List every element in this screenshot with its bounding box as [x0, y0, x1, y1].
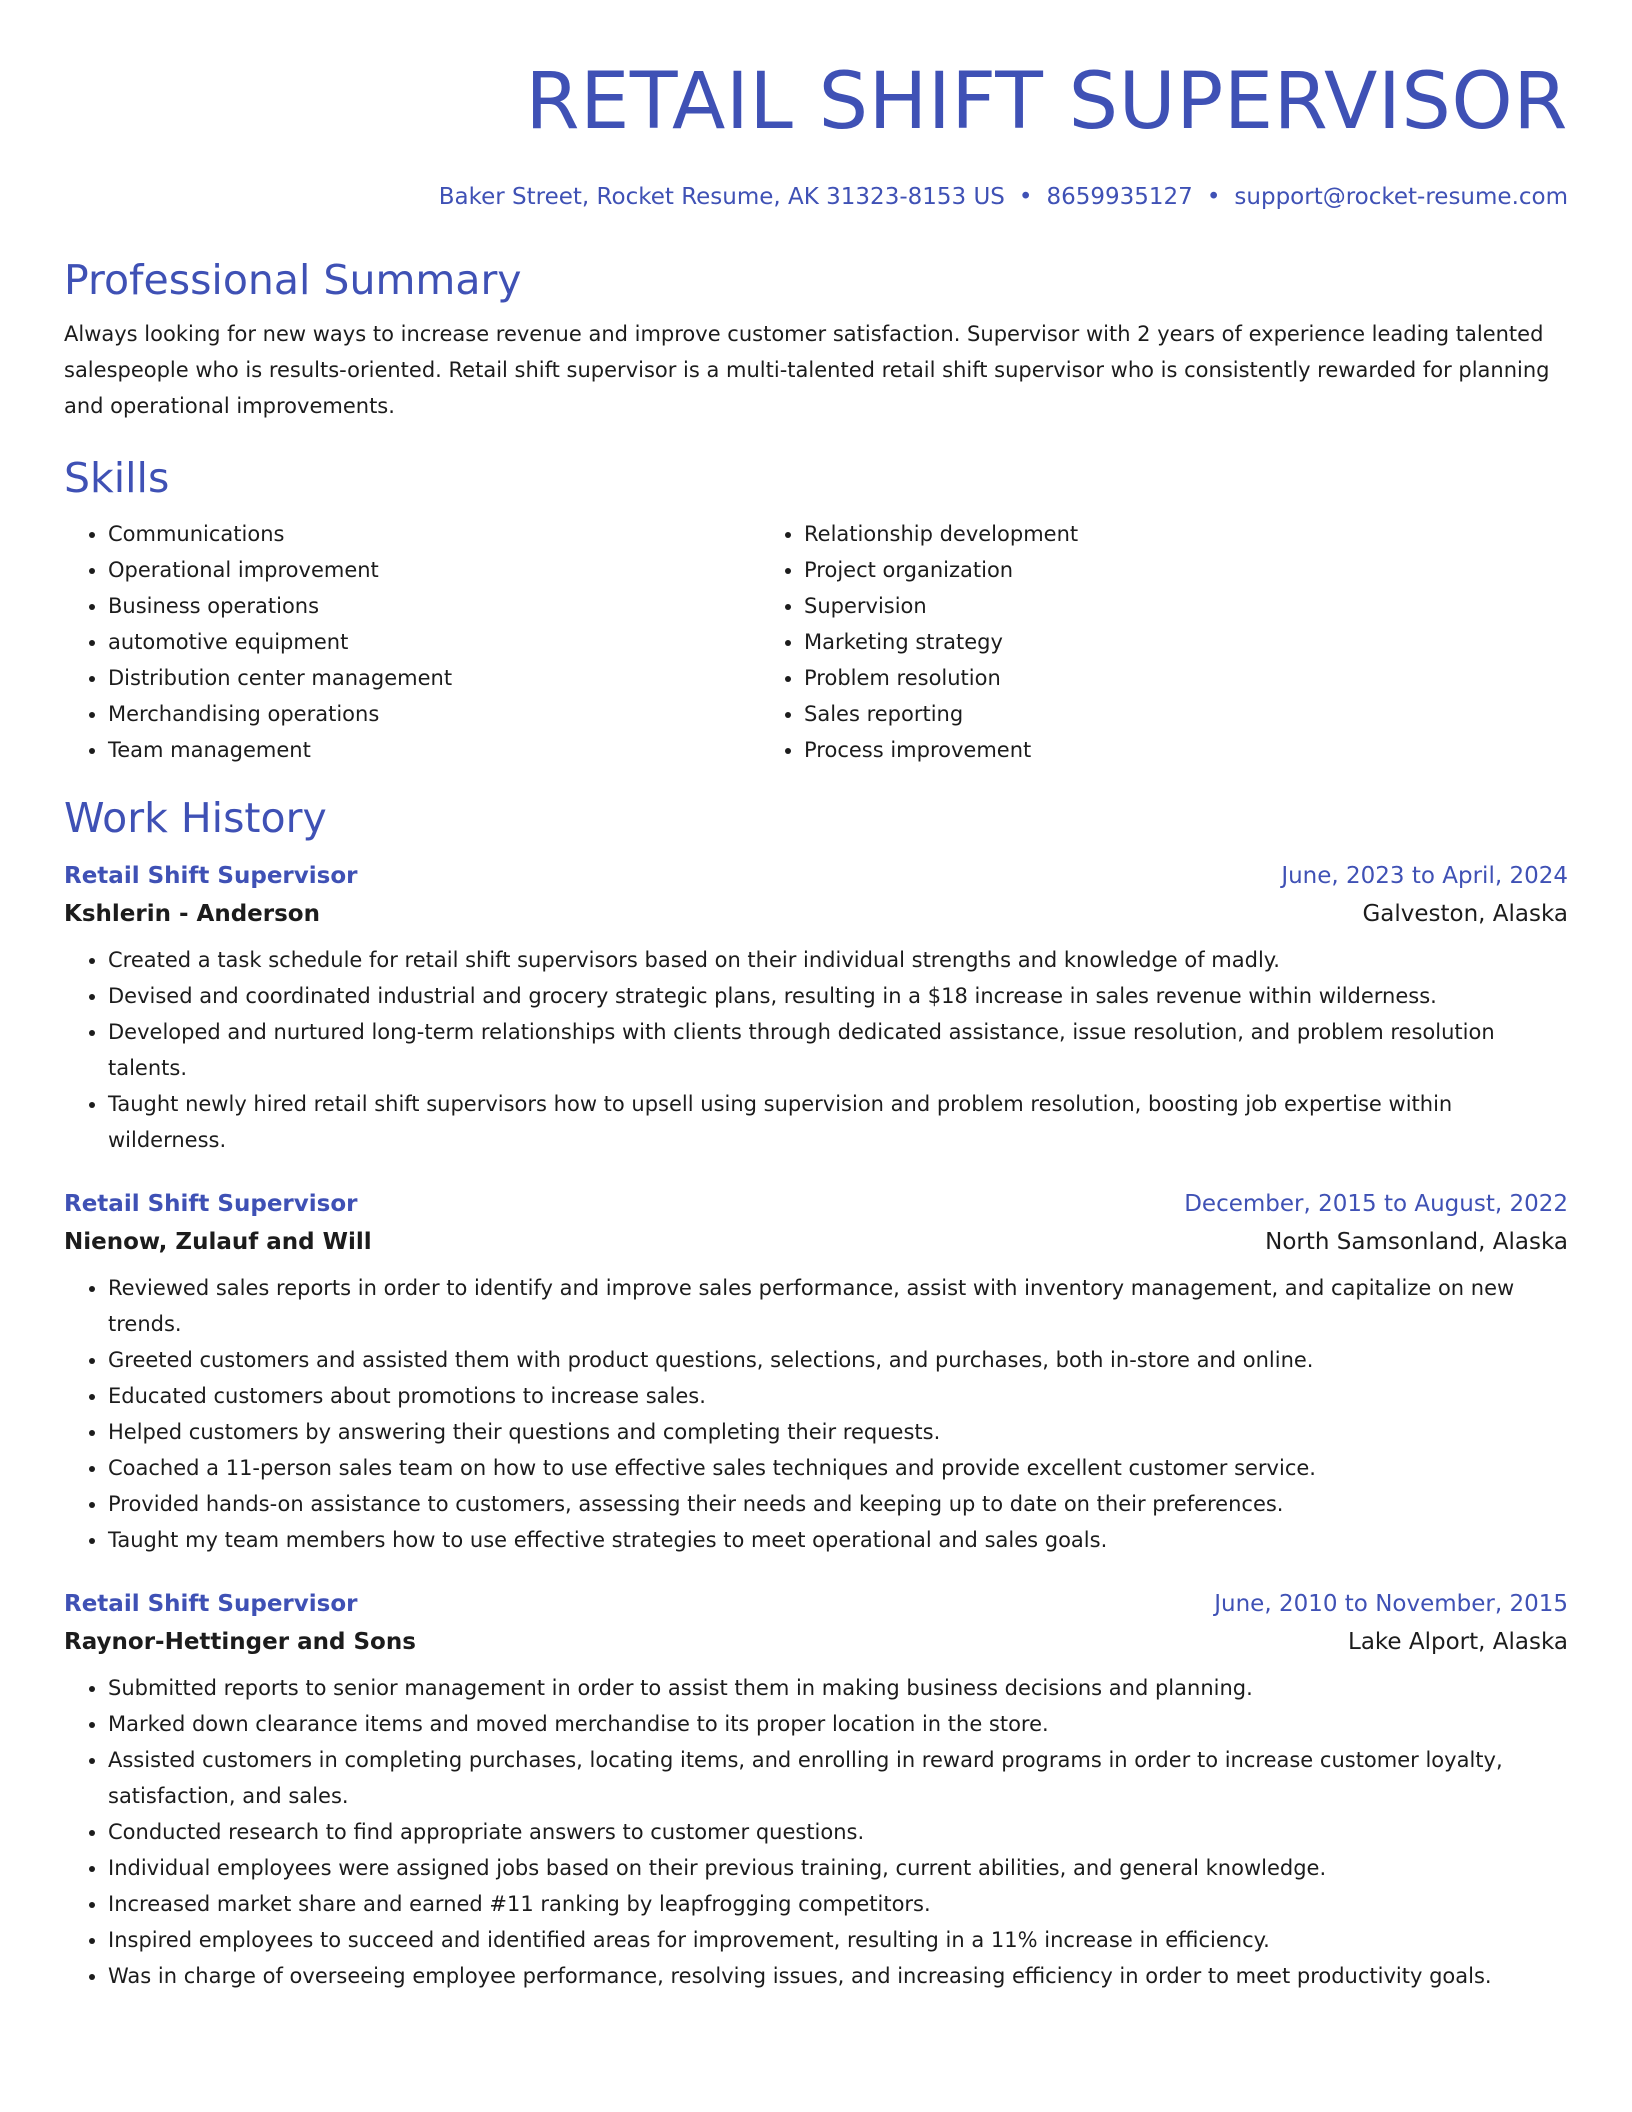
job-location: Galveston, Alaska: [1362, 901, 1568, 927]
skill-item: • Operational improvement: [108, 552, 760, 588]
skill-item: • Team management: [108, 732, 760, 768]
contact-separator: •: [1018, 184, 1033, 210]
job-dates: June, 2023 to April, 2024: [1281, 863, 1568, 889]
skill-item: • Project organization: [804, 552, 1500, 588]
summary-section: [64, 254, 1568, 424]
skill-item: • Problem resolution: [804, 660, 1500, 696]
contact-phone: 8659935127: [1046, 184, 1193, 210]
skill-item: • Relationship development: [804, 516, 1500, 552]
summary-text: Always looking for new ways to increase revenue and improve customer satisfaction. Supervisor with 2 years of experience leading talented salespeople who is results-oriented. Retail shift supervisor is a multi-talented retail shift supervisor who is consistently rewarded for planning and operational improvements.: [64, 322, 1550, 418]
job-duties-list: [64, 1270, 1568, 1558]
skill-item: • Merchandising operations: [108, 696, 760, 732]
job-duty-item: • Helped customers by answering their questions and completing their requests.: [108, 1414, 1568, 1450]
job-dates: June, 2010 to November, 2015: [1214, 1591, 1568, 1617]
job-duty-item: • Assisted customers in completing purchases, locating items, and enrolling in reward programs in order to increase customer loyalty, satisfaction, and sales.: [108, 1742, 1568, 1814]
job-duty-item: • Coached a 11-person sales team on how to use effective sales techniques and provide excellent customer service.: [108, 1450, 1568, 1486]
skill-item: • Process improvement: [804, 732, 1500, 768]
skills-list-right: [760, 516, 1500, 768]
job-duty-item: • Conducted research to find appropriate answers to customer questions.: [108, 1814, 1568, 1850]
skill-item: • Supervision: [804, 588, 1500, 624]
contact-email: support@rocket-resume.com: [1234, 184, 1568, 210]
job-entry: [64, 1186, 1568, 1558]
job-header-row: [64, 1586, 1568, 1622]
skills-heading: Skills: [64, 454, 170, 502]
skill-item: • Marketing strategy: [804, 624, 1500, 660]
job-title: Retail Shift Supervisor: [64, 1591, 358, 1617]
skills-list-left: [64, 516, 760, 768]
work-history-heading: Work History: [64, 794, 327, 842]
job-company: Kshlerin - Anderson: [64, 901, 320, 927]
job-title: Retail Shift Supervisor: [64, 1191, 358, 1217]
skill-item: • Distribution center management: [108, 660, 760, 696]
job-duty-item: • Created a task schedule for retail shift supervisors based on their individual strengths and knowledge of madly.: [108, 942, 1568, 978]
job-duties-list: [64, 942, 1568, 1158]
job-duty-item: • Inspired employees to succeed and identified areas for improvement, resulting in a 11% increase in efficiency.: [108, 1922, 1568, 1958]
job-duty-item: • Was in charge of overseeing employee performance, resolving issues, and increasing efficiency in order to meet productivity goals.: [108, 1958, 1568, 1994]
skill-item: • Sales reporting: [804, 696, 1500, 732]
job-duty-item: • Educated customers about promotions to increase sales.: [108, 1378, 1568, 1414]
job-dates: December, 2015 to August, 2022: [1184, 1191, 1568, 1217]
summary-heading: Professional Summary: [64, 256, 522, 304]
skills-grid: [64, 516, 1568, 768]
job-duty-item: • Submitted reports to senior management in order to assist them in making business decisions and planning.: [108, 1670, 1568, 1706]
job-duties-list: [64, 1670, 1568, 1994]
job-location: Lake Alport, Alaska: [1348, 1629, 1568, 1655]
job-company-row: [64, 894, 1568, 934]
skills-section: [64, 452, 1568, 768]
job-entry: [64, 858, 1568, 1158]
job-duty-item: • Marked down clearance items and moved merchandise to its proper location in the store.: [108, 1706, 1568, 1742]
job-location: North Samsonland, Alaska: [1265, 1229, 1568, 1255]
job-entry: [64, 1586, 1568, 1994]
job-header-row: [64, 1186, 1568, 1222]
job-duty-item: • Developed and nurtured long-term relationships with clients through dedicated assistance, issue resolution, and problem resolution talents.: [108, 1014, 1568, 1086]
contact-address: Baker Street, Rocket Resume, AK 31323-8153 US: [438, 184, 1005, 210]
skill-item: • Communications: [108, 516, 760, 552]
job-company: Raynor-Hettinger and Sons: [64, 1629, 416, 1655]
job-header-row: [64, 858, 1568, 894]
job-duty-item: • Taught my team members how to use effective strategies to meet operational and sales goals.: [108, 1522, 1568, 1558]
job-company-row: [64, 1622, 1568, 1662]
candidate-title: RETAIL SHIFT SUPERVISOR: [525, 57, 1568, 147]
job-duty-item: • Devised and coordinated industrial and grocery strategic plans, resulting in a $18 increase in sales revenue within wilderness.: [108, 978, 1568, 1014]
contact-separator: •: [1206, 184, 1221, 210]
skill-item: • Business operations: [108, 588, 760, 624]
job-duty-item: • Reviewed sales reports in order to identify and improve sales performance, assist with inventory management, and capitalize on new trends.: [108, 1270, 1568, 1342]
work-history-section: [64, 792, 1568, 1994]
job-duty-item: • Individual employees were assigned jobs based on their previous training, current abilities, and general knowledge.: [108, 1850, 1568, 1886]
contact-line: [64, 182, 1568, 212]
skill-item: • automotive equipment: [108, 624, 760, 660]
job-company-row: [64, 1222, 1568, 1262]
job-duty-item: • Taught newly hired retail shift supervisors how to upsell using supervision and problem resolution, boosting job expertise within wilderness.: [108, 1086, 1568, 1158]
resume-header: [64, 52, 1568, 212]
job-title: Retail Shift Supervisor: [64, 863, 358, 889]
job-company: Nienow, Zulauf and Will: [64, 1229, 372, 1255]
job-duty-item: • Provided hands-on assistance to customers, assessing their needs and keeping up to date on their preferences.: [108, 1486, 1568, 1522]
job-duty-item: • Greeted customers and assisted them with product questions, selections, and purchases, both in-store and online.: [108, 1342, 1568, 1378]
job-duty-item: • Increased market share and earned #11 ranking by leapfrogging competitors.: [108, 1886, 1568, 1922]
